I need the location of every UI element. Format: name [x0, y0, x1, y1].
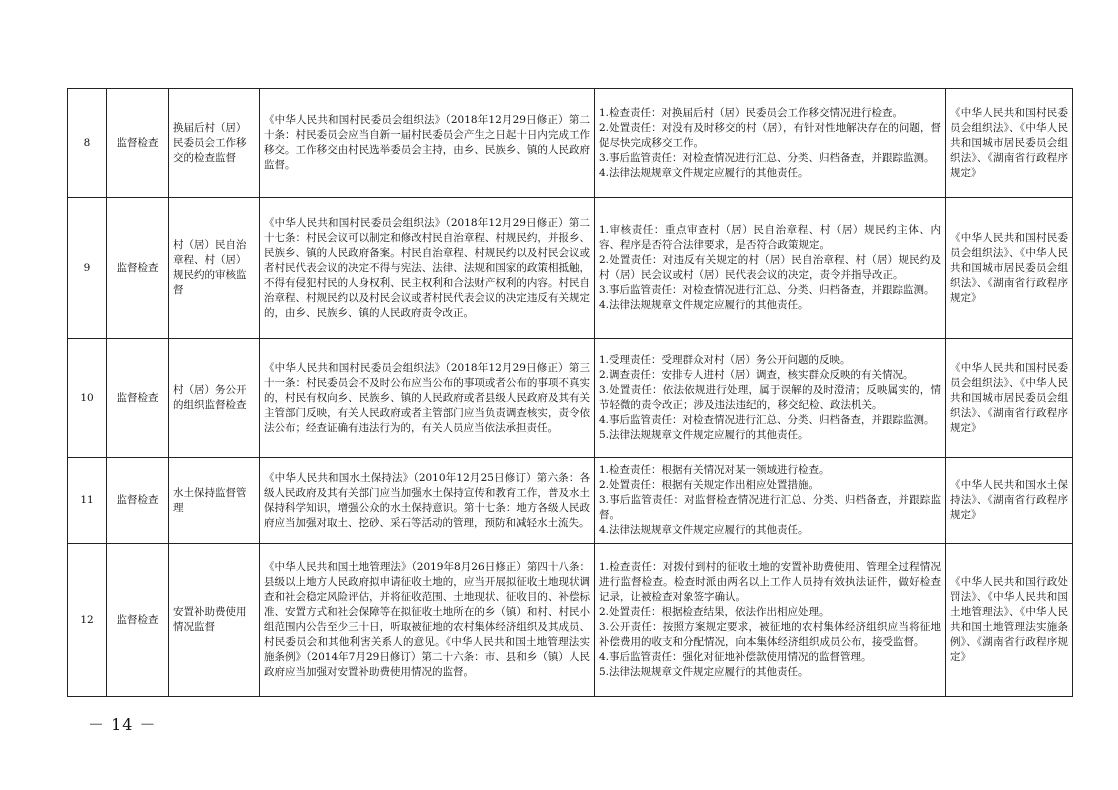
row-item: 村（居）民自治章程、村（居）规民约的审核监督	[169, 198, 260, 339]
row-number: 12	[68, 544, 107, 697]
table-row	[68, 89, 1073, 198]
row-category: 监督检查	[107, 89, 169, 198]
row-number: 11	[68, 458, 107, 544]
row-law: 《中华人民共和国村民委员会组织法》、《中华人民共和国城市居民委员会组织法》、《湖南省行政程序规定》	[946, 198, 1073, 339]
table-row	[68, 544, 1073, 697]
row-item: 安置补助费使用情况监督	[169, 544, 260, 697]
responsibility-table	[67, 88, 1073, 697]
row-number: 9	[68, 198, 107, 339]
row-category: 监督检查	[107, 544, 169, 697]
row-number: 8	[68, 89, 107, 198]
table-row	[68, 458, 1073, 544]
resp-line: 3.事后监管责任：对检查情况进行汇总、分类、归档备查，并跟踪监测。	[599, 151, 935, 164]
resp-line: 4.事后监管责任：强化对征地补偿款使用情况的监督管理。	[599, 651, 872, 663]
row-basis: 《中华人民共和国土地管理法》（2019年8月26日修正）第四十八条：县级以上地方人民政府拟申请征收土地的，应当开展拟征收土地现状调查和社会稳定风险评估，并将征收范围、土地现状、征收目的、补偿标准、安置方式和社会保障等在拟征收土地所在的乡（镇）和村、村民小组范围内公告至少三十日，听取被征地的农村集体经济组织及其成员、村民委员会和其他利害关系人的意见。《中华人民共和国土地管理法实施条例》（2014年7月29日修订）第二十六条：市、县和乡（镇）人民政府应当加强对安置补助费使用情况的监督。	[260, 544, 595, 697]
resp-line: 5.法律法规规章文件规定应履行的其他责任。	[599, 429, 809, 441]
row-law: 《中华人民共和国村民委员会组织法》、《中华人民共和国城市居民委员会组织法》、《湖南省行政程序规定》	[946, 339, 1073, 458]
row-item: 水土保持监督管理	[169, 458, 260, 544]
resp-line: 3.事后监管责任：对检查情况进行汇总、分类、归档备查，并跟踪监测。	[599, 284, 935, 296]
resp-line: 2.处置责任：根据检查结果，依法作出相应处理。	[599, 606, 830, 618]
row-basis: 《中华人民共和国村民委员会组织法》（2018年12月29日修正）第三十一条：村民委员会不及时公布应当公布的事项或者公布的事项不真实的，村民有权向乡、民族乡、镇的人民政府或者县级人民政府及其有关主管部门反映，有关人民政府或者主管部门应当负责调查核实，责令依法公布；经查证确有违法行为的，有关人员应当依法承担责任。	[260, 339, 595, 458]
row-basis: 《中华人民共和国村民委员会组织法》（2018年12月29日修正）第二十七条：村民会议可以制定和修改村民自治章程、村规民约，并报乡、民族乡、镇的人民政府备案。村民自治章程、村规民约以及村民会议或者村民代表会议的决定不得与宪法、法律、法规和国家的政策相抵触，不得有侵犯村民的人身权利、民主权利和合法财产权利的内容。村民自治章程、村规民约以及村民会议或者村民代表会议的决定违反有关规定的，由乡、民族乡、镇的人民政府责令改正。	[260, 198, 595, 339]
row-responsibilities	[595, 544, 946, 697]
resp-line: 1.审核责任：重点审查村（居）民自治章程、村（居）规民约主体、内容、程序是否符合法律要求，是否符合政策规定。	[599, 224, 941, 251]
resp-line: 4.法律法规规章文件规定应履行的其他责任。	[599, 524, 809, 536]
row-category: 监督检查	[107, 339, 169, 458]
resp-line: 2.处置责任：对违反有关规定的村（居）民自治章程、村（居）规民约及村（居）民会议或村（居）民代表会议的决定，责令并指导改正。	[599, 254, 941, 281]
resp-line: 2.处置责任：对没有及时移交的村（居），有针对性地解决存在的问题，督促尽快完成移交工作。	[599, 121, 941, 149]
resp-line: 1.检查责任：对换届后村（居）民委员会工作移交情况进行检查。	[599, 106, 904, 119]
resp-line: 5.法律法规规章文件规定应履行的其他责任。	[599, 666, 809, 678]
table-row	[68, 198, 1073, 339]
resp-line: 4.法律法规规章文件规定应履行的其他责任。	[599, 299, 809, 311]
resp-line: 2.处置责任：根据有关规定作出相应处置措施。	[599, 479, 820, 491]
row-responsibilities	[595, 458, 946, 544]
row-responsibilities	[595, 89, 946, 198]
resp-line: 2.调查责任：安排专人进村（居）调查，核实群众反映的有关情况。	[599, 369, 914, 381]
table-row	[68, 339, 1073, 458]
resp-line: 1.检查责任：对拨付到村的征收土地的安置补助费使用、管理全过程情况进行监督检查。检查时派由两名以上工作人员持有效执法证件，做好检查记录，让被检查对象签字确认。	[599, 561, 941, 603]
page-number: － 14 －	[88, 715, 157, 734]
row-item: 换届后村（居）民委员会工作移交的检查监督	[169, 89, 260, 198]
row-category: 监督检查	[107, 198, 169, 339]
row-category: 监督检查	[107, 458, 169, 544]
row-item: 村（居）务公开的组织监督检查	[169, 339, 260, 458]
row-responsibilities	[595, 339, 946, 458]
row-number: 10	[68, 339, 107, 458]
resp-line: 1.受理责任：受理群众对村（居）务公开问题的反映。	[599, 354, 851, 366]
row-responsibilities	[595, 198, 946, 339]
row-basis: 《中华人民共和国水土保持法》（2010年12月25日修订）第六条：各级人民政府及其有关部门应当加强水土保持宣传和教育工作，普及水土保持科学知识，增强公众的水土保持意识。第十七条：地方各级人民政府应当加强对取土、挖砂、采石等活动的管理，预防和减轻水土流失。	[260, 458, 595, 544]
row-law: 《中华人民共和国村民委员会组织法》、《中华人民共和国城市居民委员会组织法》、《湖南省行政程序规定》	[946, 89, 1073, 198]
resp-line: 1.检查责任：根据有关情况对某一领域进行检查。	[599, 464, 830, 476]
row-basis: 《中华人民共和国村民委员会组织法》（2018年12月29日修正）第二十条：村民委员会应当自新一届村民委员会产生之日起十日内完成工作移交。工作移交由村民选举委员会主持，由乡、民族乡、镇的人民政府监督。	[260, 89, 595, 198]
row-law: 《中华人民共和国行政处罚法》、《中华人民共和国土地管理法》、《中华人民共和国土地管理法实施条例》、《湖南省行政程序规定》	[946, 544, 1073, 697]
resp-line: 3.事后监管责任：对监督检查情况进行汇总、分类、归档备查，并跟踪监督。	[599, 494, 941, 521]
row-law: 《中华人民共和国水土保持法》、《湖南省行政程序规定》	[946, 458, 1073, 544]
resp-line: 3.公开责任：按照方案规定要求，被征地的农村集体经济组织应当将征地补偿费用的收支和分配情况，向本集体经济组织成员公布，接受监督。	[599, 621, 941, 648]
resp-line: 4.法律法规规章文件规定应履行的其他责任。	[599, 166, 809, 179]
resp-line: 4.事后监管责任：对检查情况进行汇总、分类、归档备查，并跟踪监测。	[599, 414, 935, 426]
resp-line: 3.处置责任：依法依规进行处理，属于误解的及时澄清；反映属实的，情节轻微的责令改正；涉及违法违纪的，移交纪检、政法机关。	[599, 384, 941, 411]
